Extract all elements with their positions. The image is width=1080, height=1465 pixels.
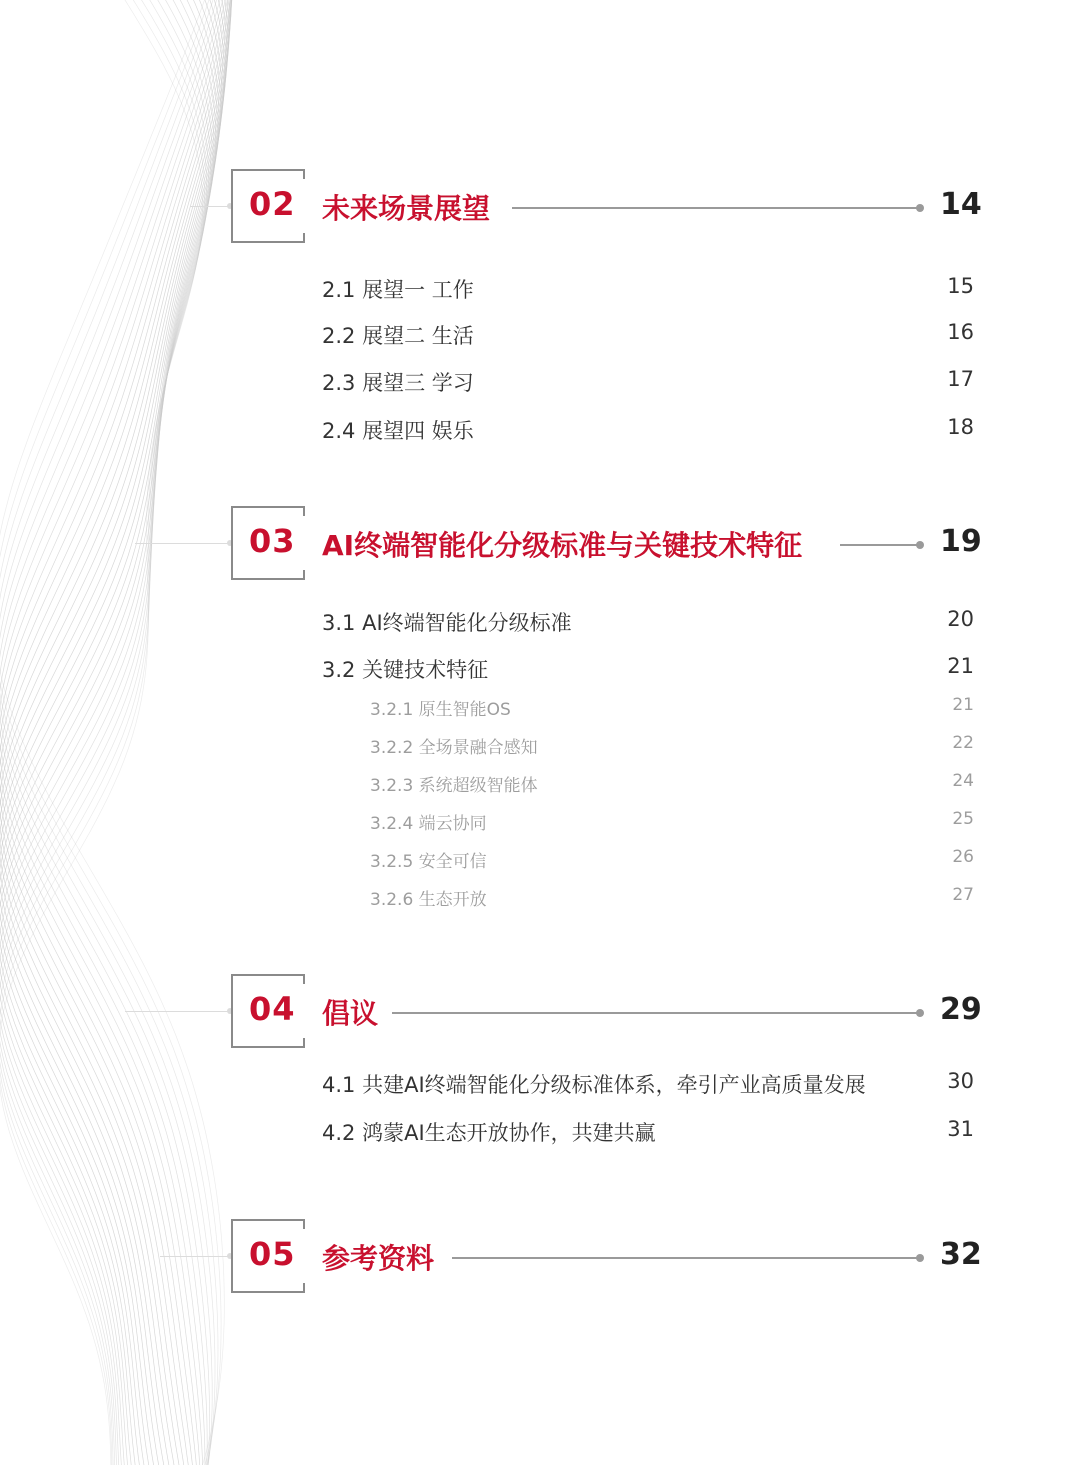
toc-item[interactable]: [0, 320, 1080, 350]
section-page: 29: [940, 992, 982, 1027]
toc-subitem-page: 21: [952, 695, 974, 715]
toc-item-page: 15: [947, 274, 974, 298]
section-page: 32: [940, 1237, 982, 1272]
toc-subitem-label: 3.2.6 生态开放: [370, 890, 487, 910]
toc-subitem-label: 3.2.2 全场景融合感知: [370, 738, 538, 758]
toc-item-label: 3.1 AI终端智能化分级标准: [322, 611, 572, 635]
section-title[interactable]: 未来场景展望: [322, 187, 504, 227]
toc-subitem-page: 25: [952, 809, 974, 829]
toc-subitem-label: 3.2.5 安全可信: [370, 852, 487, 872]
toc-item-page: 31: [947, 1117, 974, 1141]
section-number: 05: [249, 1235, 296, 1273]
toc-item-label: 2.1 展望一 工作: [322, 278, 474, 302]
section-title[interactable]: 参考资料: [322, 1237, 448, 1277]
toc-subitem-label: 3.2.4 端云协同: [370, 814, 487, 834]
leader-rule: [452, 1257, 920, 1259]
toc-item-label: 2.4 展望四 娱乐: [322, 419, 474, 443]
section-number: 02: [249, 185, 296, 223]
toc-item-label: 2.3 展望三 学习: [322, 371, 474, 395]
section-number: 03: [249, 522, 296, 560]
toc-item-label: 4.2 鸿蒙AI生态开放协作，共建共赢: [322, 1121, 656, 1145]
section-number: 04: [249, 990, 296, 1028]
lead-in-line: [160, 1256, 230, 1257]
toc-subitem-label: 3.2.3 系统超级智能体: [370, 776, 538, 796]
toc-item[interactable]: [0, 415, 1080, 445]
toc-section-03[interactable]: [0, 506, 1080, 584]
toc-subitem[interactable]: [0, 809, 1080, 839]
toc-item[interactable]: [0, 274, 1080, 304]
leader-rule: [840, 544, 920, 546]
toc-subitem-page: 24: [952, 771, 974, 791]
section-page: 19: [940, 524, 982, 559]
toc-item-label: 4.1 共建AI终端智能化分级标准体系，牵引产业高质量发展: [322, 1073, 866, 1097]
toc-subitem-label: 3.2.1 原生智能OS: [370, 700, 511, 720]
toc-subitem[interactable]: [0, 847, 1080, 877]
toc-item-label: 2.2 展望二 生活: [322, 324, 474, 348]
section-page: 14: [940, 187, 982, 222]
toc-subitem[interactable]: [0, 885, 1080, 915]
toc-item-page: 18: [947, 415, 974, 439]
leader-rule: [390, 1012, 920, 1014]
toc-subitem-page: 26: [952, 847, 974, 867]
toc-section-02[interactable]: [0, 169, 1080, 247]
toc-item-page: 17: [947, 367, 974, 391]
toc-subitem-page: 22: [952, 733, 974, 753]
toc-item[interactable]: [0, 607, 1080, 637]
toc-subitem[interactable]: [0, 733, 1080, 763]
toc-item[interactable]: [0, 654, 1080, 684]
toc-item-page: 16: [947, 320, 974, 344]
toc-subitem[interactable]: [0, 771, 1080, 801]
toc-item-page: 21: [947, 654, 974, 678]
toc-item-label: 3.2 关键技术特征: [322, 658, 489, 682]
section-title[interactable]: 倡议: [322, 992, 392, 1032]
toc-subitem[interactable]: [0, 695, 1080, 725]
lead-in-line: [190, 206, 230, 207]
leader-rule: [512, 207, 920, 209]
toc-section-05[interactable]: [0, 1219, 1080, 1297]
toc-item-page: 30: [947, 1069, 974, 1093]
toc-item[interactable]: [0, 1117, 1080, 1147]
lead-in-line: [125, 1011, 230, 1012]
lead-in-line: [135, 543, 230, 544]
toc-section-04[interactable]: [0, 974, 1080, 1052]
toc-item[interactable]: [0, 1069, 1080, 1099]
toc-item-page: 20: [947, 607, 974, 631]
toc-subitem-page: 27: [952, 885, 974, 905]
section-title[interactable]: AI终端智能化分级标准与关键技术特征: [322, 524, 816, 564]
toc-item[interactable]: [0, 367, 1080, 397]
